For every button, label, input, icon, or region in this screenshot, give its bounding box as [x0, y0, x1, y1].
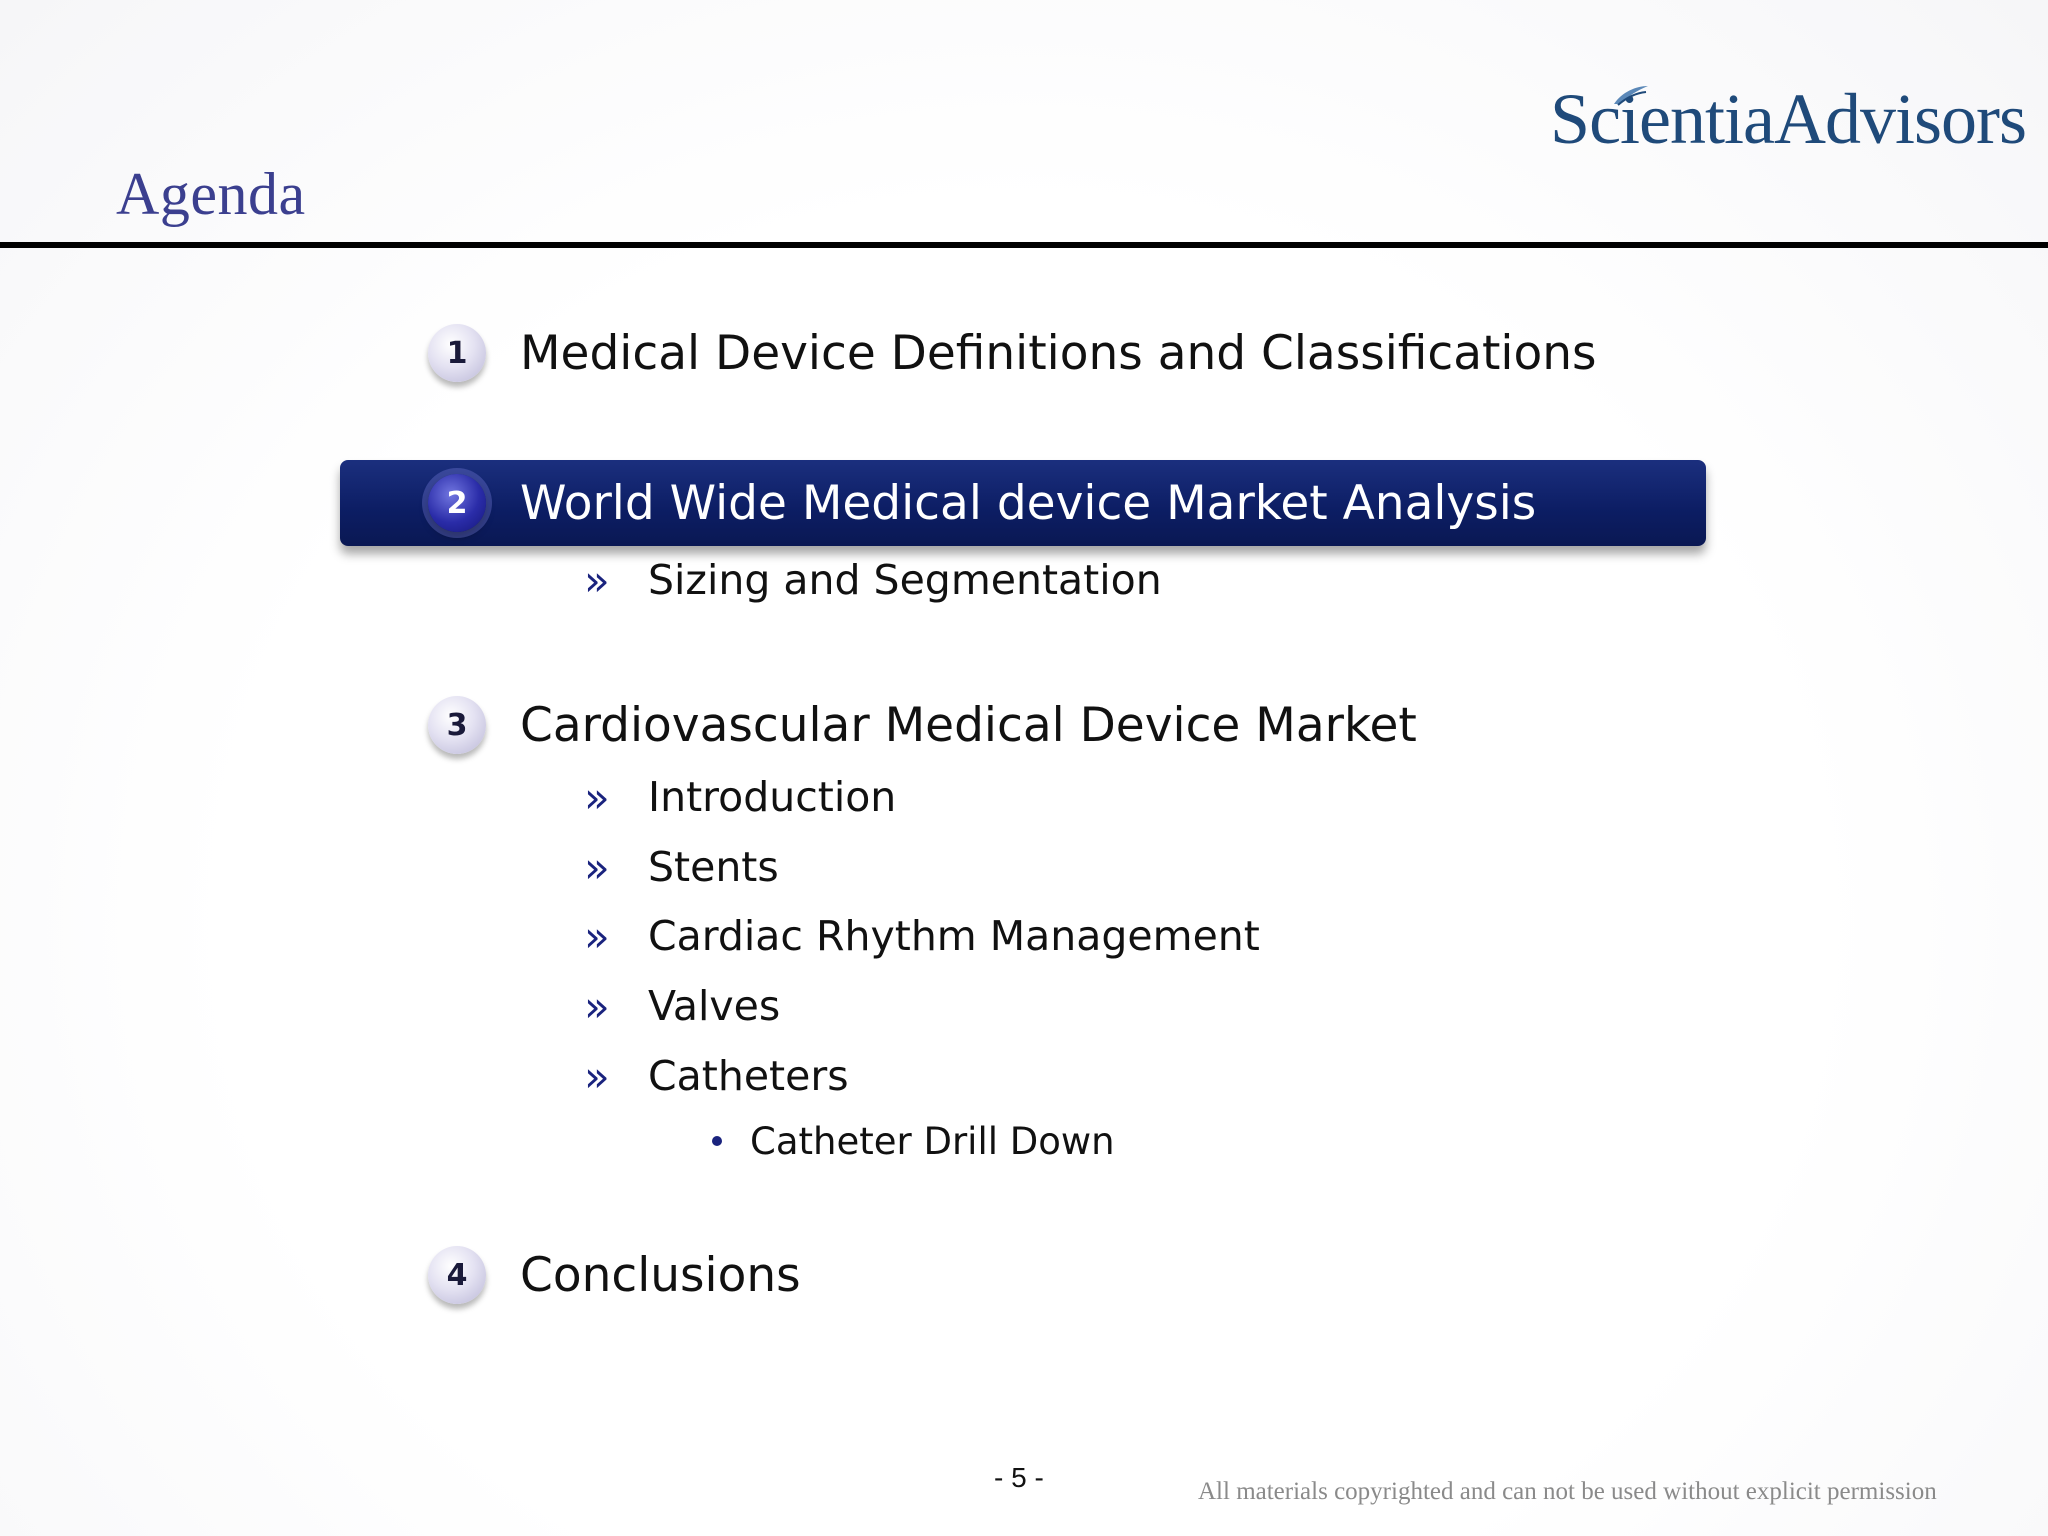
- agenda-item-label: Cardiovascular Medical Device Market: [520, 697, 1417, 753]
- agenda-item-label: Medical Device Definitions and Classifications: [520, 325, 1597, 381]
- agenda-item-label-active: World Wide Medical device Market Analysis: [520, 475, 1537, 531]
- agenda-number-badge-active: 2: [428, 474, 486, 532]
- sub-item-label: Valves: [648, 982, 781, 1030]
- agenda-sub-item: [584, 908, 1260, 964]
- double-chevron-icon: »: [584, 772, 610, 822]
- agenda-item-1: [428, 318, 1597, 388]
- agenda-sub-item: [584, 1048, 849, 1104]
- logo-feather-icon: [1612, 84, 1650, 106]
- agenda-number-badge: 4: [428, 1246, 486, 1304]
- company-logo: [1550, 78, 2026, 161]
- double-chevron-icon: »: [584, 911, 610, 961]
- sub-item-label: Catheters: [648, 1052, 849, 1100]
- agenda-number-badge: 3: [428, 696, 486, 754]
- double-chevron-icon: »: [584, 981, 610, 1031]
- double-chevron-icon: »: [584, 842, 610, 892]
- agenda-sub-item: [584, 769, 896, 825]
- sub-sub-item-label: Catheter Drill Down: [750, 1119, 1115, 1163]
- page-title: Agenda: [116, 161, 306, 227]
- agenda-item-4: [428, 1240, 801, 1310]
- agenda-sub-item: [584, 839, 779, 895]
- agenda-sub-item: [584, 978, 780, 1034]
- double-chevron-icon: »: [584, 555, 610, 605]
- sub-item-label: Cardiac Rhythm Management: [648, 912, 1260, 960]
- sub-item-label: Sizing and Segmentation: [648, 556, 1162, 604]
- page-number: - 5 -: [994, 1462, 1044, 1493]
- double-chevron-icon: »: [584, 1051, 610, 1101]
- agenda-sub-sub-item: [712, 1116, 1115, 1166]
- agenda-sub-item: [584, 552, 1162, 608]
- sub-item-label: Stents: [648, 843, 779, 891]
- agenda-item-3: [428, 690, 1417, 760]
- agenda-item-2: [428, 468, 1536, 538]
- bullet-dot-icon: [712, 1136, 722, 1146]
- header-divider: [0, 242, 2048, 248]
- agenda-item-label: Conclusions: [520, 1247, 801, 1303]
- copyright-notice: All materials copyrighted and can not be used without explicit permission: [1198, 1478, 1937, 1505]
- logo-text: ScientiaAdvisors: [1550, 79, 2026, 159]
- agenda-number-badge: 1: [428, 324, 486, 382]
- sub-item-label: Introduction: [648, 773, 897, 821]
